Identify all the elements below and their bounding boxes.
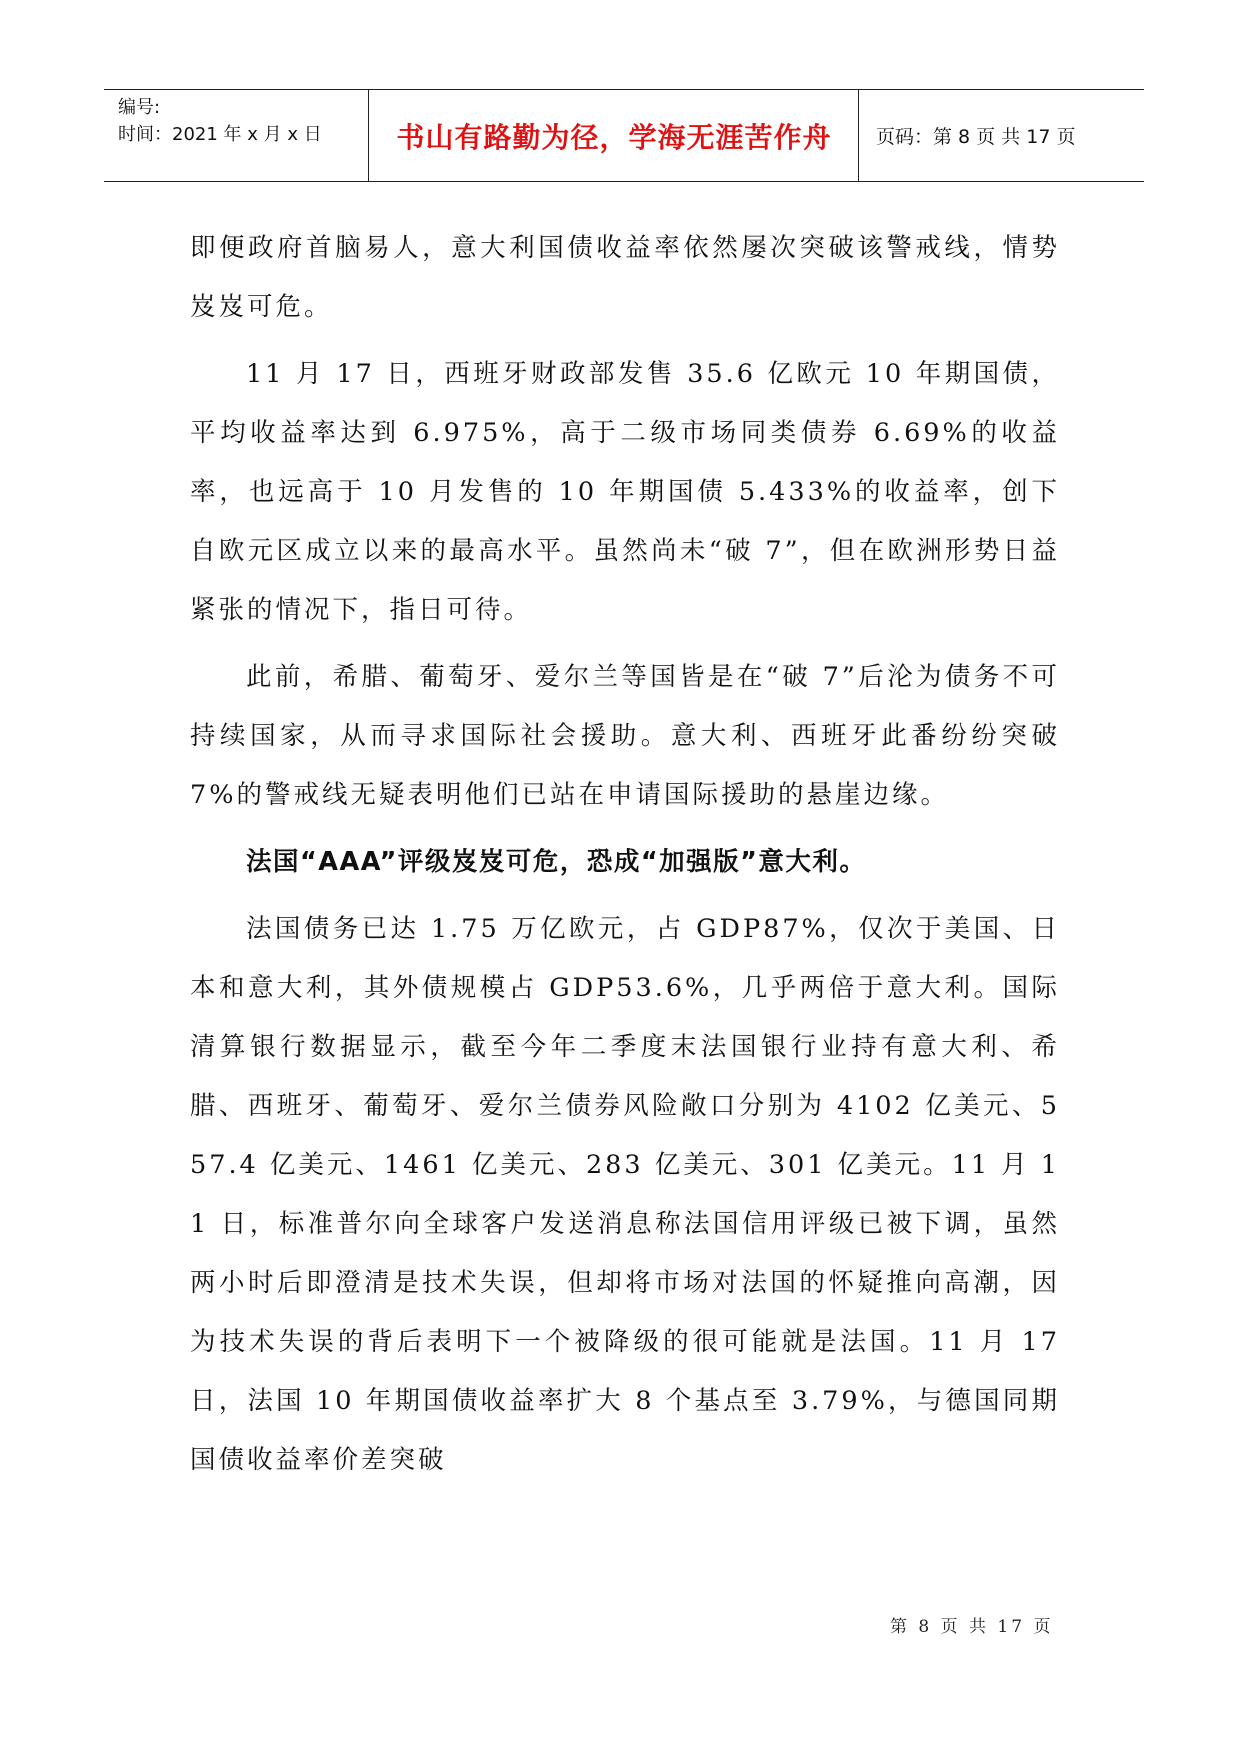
date-label: 时间：2021 年 x 月 x 日 xyxy=(118,124,322,145)
header-page-number: 页码：第 8 页 共 17 页 xyxy=(876,126,1076,148)
serial-number-label: 编号: xyxy=(118,97,161,118)
paragraph: 11 月 17 日，西班牙财政部发售 35.6 亿欧元 10 年期国债，平均收益率达到 6.975%，高于二级市场同类债券 6.69%的收益率，也远高于 10 月发售的 10 年期国债 5.433%的收益率，创下自欧元区成立以来的最高水平。虽然尚未“破 7”，但在欧洲形势日益紧张的情况下，指日可待。 xyxy=(190,359,1060,625)
paragraph: 此前，希腊、葡萄牙、爱尔兰等国皆是在“破 7”后沦为债务不可持续国家，从而寻求国际社会援助。意大利、西班牙此番纷纷突破 7%的警戒线无疑表明他们已站在申请国际援助的悬崖边缘。 xyxy=(190,662,1060,810)
header-divider xyxy=(368,90,369,181)
section-heading: 法国“AAA”评级岌岌可危，恐成“加强版”意大利。 xyxy=(246,847,867,877)
header-divider xyxy=(858,90,859,181)
page-footer: 第 8 页 共 17 页 xyxy=(890,1617,1054,1637)
document-body xyxy=(190,219,1060,1498)
paragraph: 法国债务已达 1.75 万亿欧元，占 GDP87%，仅次于美国、日本和意大利，其外债规模占 GDP53.6%，几乎两倍于意大利。国际清算银行数据显示，截至今年二季度末法国银行业持有意大利、希腊、西班牙、葡萄牙、爱尔兰债券风险敞口分别为 4102 亿美元、557.4 亿美元、1461 亿美元、283 亿美元、301 亿美元。11 月 11 日，标准普尔向全球客户发送消息称法国信用评级已被下调，虽然两小时后即澄清是技术失误，但却将市场对法国的怀疑推向高潮，因为技术失误的背后表明下一个被降级的很可能就是法国。11 月 17 日，法国 10 年期国债收益率扩大 8 个基点至 3.79%，与德国同期国债收益率价差突破 xyxy=(190,914,1060,1475)
page-header xyxy=(104,89,1144,182)
header-meta xyxy=(118,90,368,181)
header-motto: 书山有路勤为径，学海无涯苦作舟 xyxy=(396,120,832,154)
paragraph: 即便政府首脑易人，意大利国债收益率依然屡次突破该警戒线，情势岌岌可危。 xyxy=(190,233,1060,322)
